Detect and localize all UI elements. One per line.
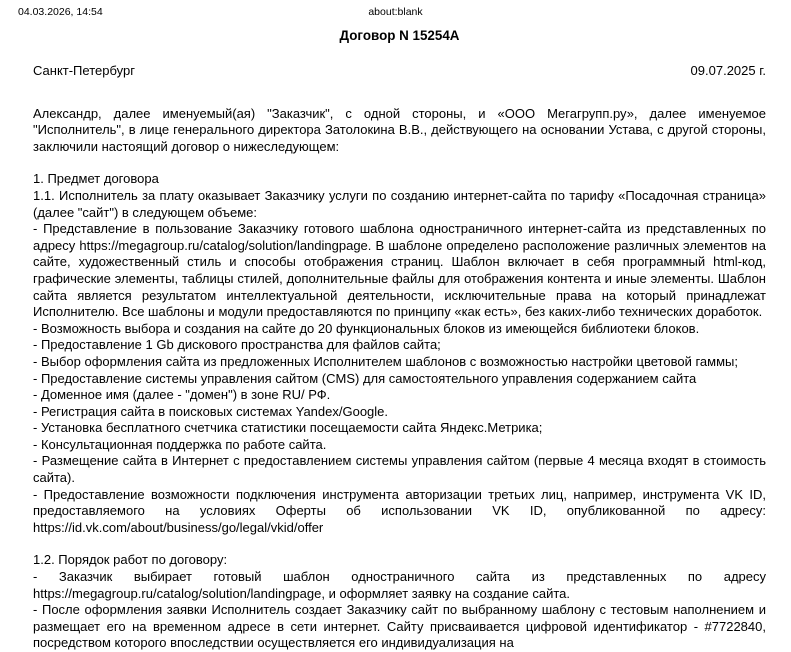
clause-1-1: 1.1. Исполнитель за плату оказывает Заказчику услуги по созданию интернет-сайта по тарифу «Посадочная страница» (далее "сайт") в следующем объеме:	[33, 187, 766, 220]
contract-title: Договор N 15254А	[339, 28, 460, 43]
list-item: - Выбор оформления сайта из предложенных Исполнителем шаблонов с возможностью настройки цветовой гаммы;	[33, 353, 738, 369]
list-item: - Возможность выбора и создания на сайте до 20 функциональных блоков из имеющейся библиотеки блоков.	[33, 320, 700, 336]
section-1-heading: 1. Предмет договора	[33, 171, 159, 187]
section-1-2-heading: 1.2. Порядок работ по договору:	[33, 552, 228, 568]
list-item: - Регистрация сайта в поисковых системах Yandex/Google.	[33, 403, 389, 419]
list-item: - Представление в пользование Заказчику готового шаблона одностраничного интернет-сайта из представленных по адресу https://megagroup.ru/catalog/solution/landingpage. В шаблоне определено расположение различных элементов на сайте, художественный стиль и способы отображения страниц. Шаблон включает в себя программный html-код, графические элементы, таблицы стилей, дополнительные файлы для отображения контента и иные элементы. Шаблон сайта является результатом интеллектуальной деятельности, исключительные права на который принадлежат Исполнителю. Все шаблоны и модули предоставляются по принципу «как есть», без каких-либо технических доработок.	[33, 221, 766, 320]
contract-date: 09.07.2025 г.	[690, 63, 766, 78]
list-item: - Предоставление возможности подключения инструмента авторизации третьих лиц, например, инструмента VK ID, предоставляемого на условиях Оферты об использовании VK ID, опубликованной по адресу: https://id.vk.com/about/business/go/legal/vkid/offer	[33, 486, 766, 535]
list-item: - Консультационная поддержка по работе сайта.	[33, 436, 327, 452]
list-item: - Предоставление 1 Gb дискового пространства для файлов сайта;	[33, 337, 441, 353]
print-datetime: 04.03.2026, 14:54	[18, 6, 103, 18]
print-header	[18, 5, 773, 19]
print-url: about:blank	[368, 6, 423, 18]
section-1	[33, 171, 766, 536]
list-item: - Доменное имя (далее - "домен") в зоне RU/ РФ.	[33, 387, 331, 403]
list-item: - После оформления заявки Исполнитель создает Заказчику сайт по выбранному шаблону с тестовым наполнением и размещает его на временном адресе в сети интернет. Сайту присваивается цифровой идентификатор - #7722840, посредством которого впоследствии осуществляется его индивидуализация на	[33, 602, 766, 651]
section-1-2	[33, 552, 766, 652]
list-item: - Размещение сайта в Интернет с предоставлением системы управления сайтом (первые 4 месяца входят в стоимость сайта).	[33, 453, 766, 486]
contract-city: Санкт-Петербург	[33, 63, 135, 78]
contract-intro: Александр, далее именуемый(ая) "Заказчик", с одной стороны, и «ООО Мегагрупп.ру», далее именуемое "Исполнитель", в лице генерального директора Затолокина В.В., действующего на основании Устава, с другой стороны, заключили настоящий договор о нижеследующем:	[33, 105, 766, 154]
list-item: - Установка бесплатного счетчика статистики посещаемости сайта Яндекс.Метрика;	[33, 420, 543, 436]
list-item: - Заказчик выбирает готовый шаблон одностраничного сайта из представленных по адресу https://megagroup.ru/catalog/solution/landingpage, и оформляет заявку на создание сайта.	[33, 569, 766, 601]
list-item: - Предоставление системы управления сайтом (CMS) для самостоятельного управления содержанием сайта	[33, 370, 697, 386]
place-date-line	[33, 63, 766, 80]
contract-document	[33, 28, 766, 652]
